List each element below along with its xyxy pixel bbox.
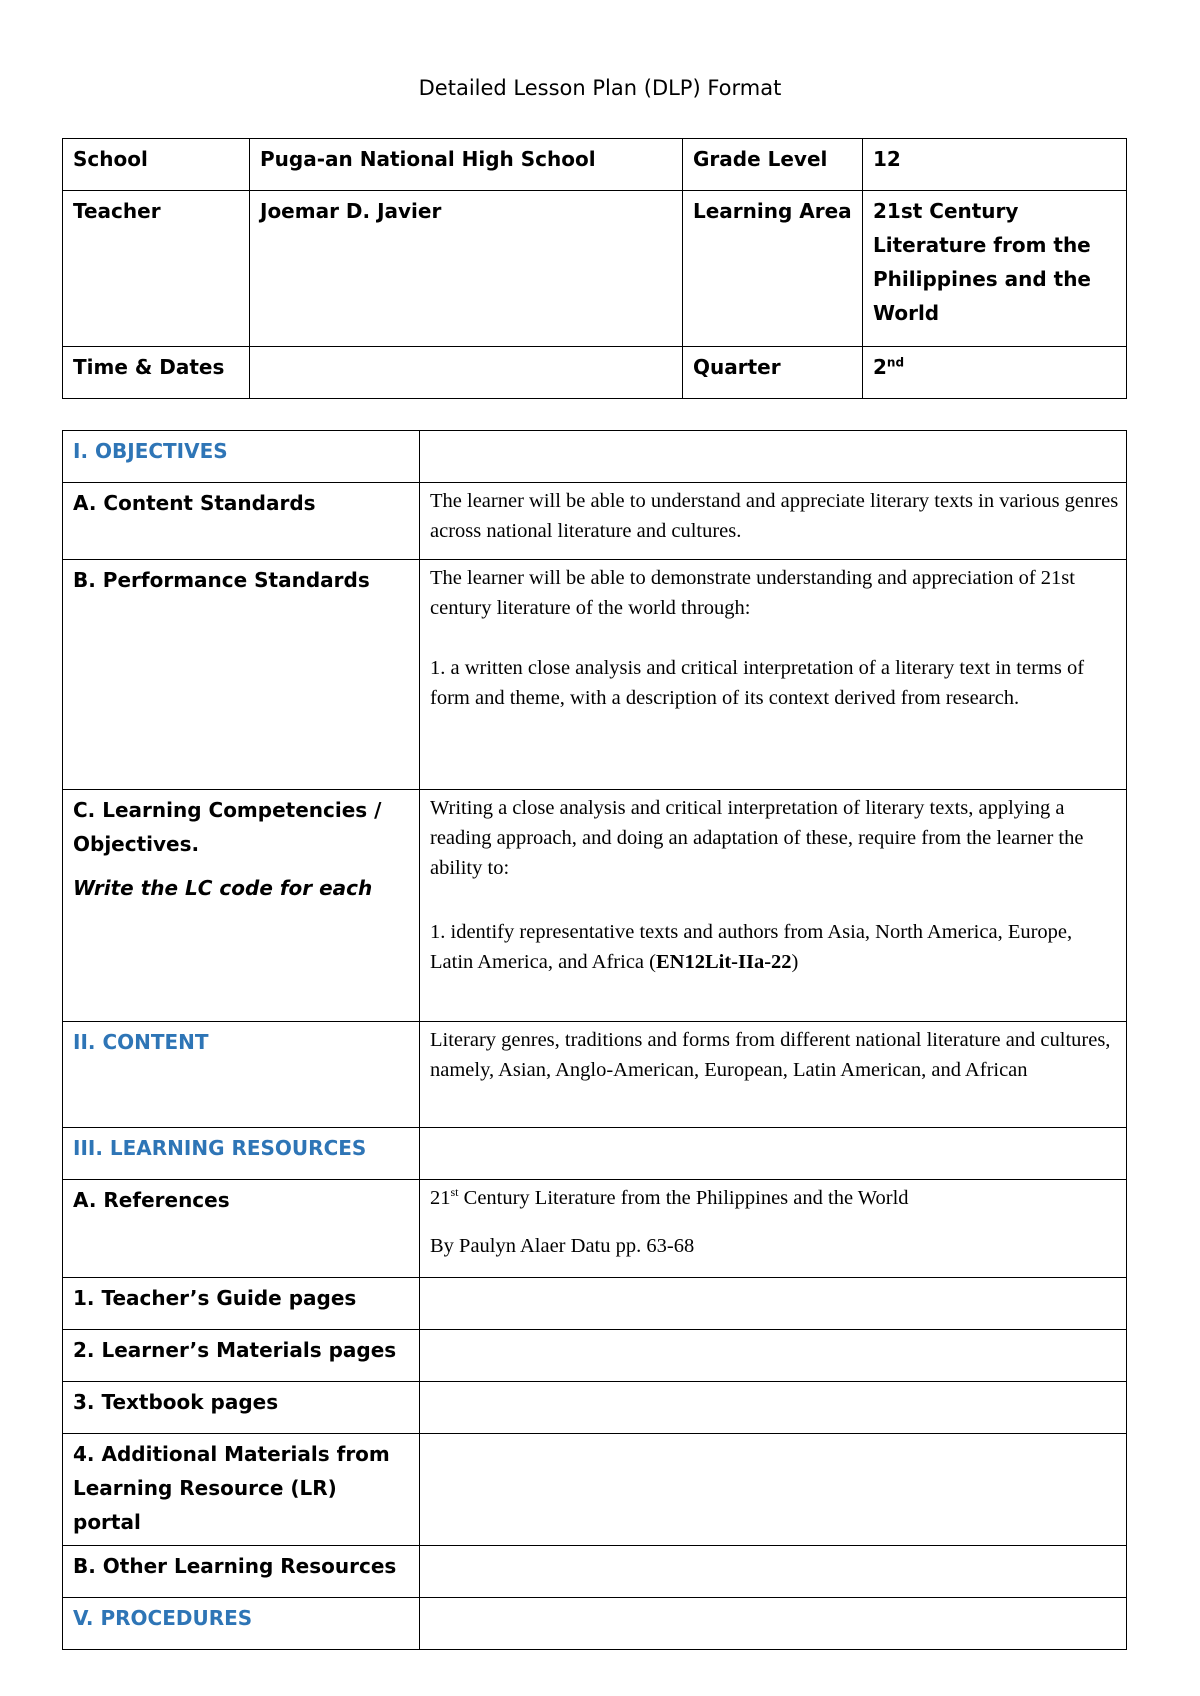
learning-competencies-item: 1. identify representative texts and authors from Asia, North America, Europe, Latin America, and Africa (EN12Lit-IIa-22) [430, 921, 1073, 973]
teachers-guide-label: 1. Teacher’s Guide pages [63, 1278, 420, 1330]
document-title: Detailed Lesson Plan (DLP) Format [418, 76, 782, 100]
grade-level-label: Grade Level [683, 139, 863, 191]
learning-resources-row [63, 1128, 1127, 1180]
lc-code-note: Write the LC code for each [73, 876, 373, 900]
learning-competencies-row [63, 790, 1127, 1022]
quarter-label: Quarter [683, 347, 863, 399]
time-dates-label: Time & Dates [63, 347, 250, 399]
objectives-row [63, 431, 1127, 483]
content-standards-text: The learner will be able to understand and appreciate literary texts in various genres across national literature and cultures. [420, 483, 1127, 560]
learners-materials-row [63, 1330, 1127, 1382]
references-row [63, 1180, 1127, 1278]
lc-code: EN12Lit-IIa-22 [655, 951, 792, 973]
other-resources-label: B. Other Learning Resources [63, 1546, 420, 1598]
reference-author: By Paulyn Alaer Datu pp. 63-68 [430, 1235, 695, 1257]
other-resources-row [63, 1546, 1127, 1598]
additional-materials-label: 4. Additional Materials from Learning Resource (LR) portal [63, 1434, 420, 1546]
learning-area-value: 21st Century Literature from the Philippines and the World [863, 191, 1127, 347]
header-table [62, 138, 1127, 399]
content-standards-row [63, 483, 1127, 560]
grade-level-value: 12 [863, 139, 1127, 191]
school-value: Puga-an National High School [250, 139, 683, 191]
reference-title: 21st Century Literature from the Philippines and the World [430, 1185, 909, 1209]
teacher-label: Teacher [63, 191, 250, 347]
textbook-row [63, 1382, 1127, 1434]
teachers-guide-row [63, 1278, 1127, 1330]
content-row [63, 1022, 1127, 1128]
references-label: A. References [63, 1180, 420, 1278]
performance-standards-row [63, 560, 1127, 790]
procedures-row [63, 1598, 1127, 1650]
learning-resources-heading: III. LEARNING RESOURCES [63, 1128, 420, 1180]
performance-standards-item: 1. a written close analysis and critical interpretation of a literary text in terms of form and theme, with a description of its context derived from research. [430, 657, 1085, 709]
objectives-heading: I. OBJECTIVES [63, 431, 420, 483]
learning-competencies-label: C. Learning Competencies / Objectives. [73, 798, 382, 856]
content-standards-label: A. Content Standards [63, 483, 420, 560]
learners-materials-label: 2. Learner’s Materials pages [63, 1330, 420, 1382]
content-text: Literary genres, traditions and forms from different national literature and cultures, namely, Asian, Anglo-American, European, Latin American, and African [420, 1022, 1127, 1128]
textbook-label: 3. Textbook pages [63, 1382, 420, 1434]
lesson-plan-table [62, 430, 1127, 1650]
learning-competencies-text: Writing a close analysis and critical interpretation of literary texts, applying a reading approach, and doing an adaptation of these, require from the learner the ability to: [430, 797, 1084, 879]
teacher-value: Joemar D. Javier [250, 191, 683, 347]
school-label: School [63, 139, 250, 191]
content-heading: II. CONTENT [63, 1022, 420, 1128]
performance-standards-text: The learner will be able to demonstrate understanding and appreciation of 21st century literature of the world through: [430, 567, 1075, 619]
time-dates-value [250, 347, 683, 399]
learning-area-label: Learning Area [683, 191, 863, 347]
performance-standards-label: B. Performance Standards [63, 560, 420, 790]
additional-materials-row [63, 1434, 1127, 1546]
quarter-value: 2nd [863, 347, 1127, 399]
procedures-heading: V. PROCEDURES [63, 1598, 420, 1650]
